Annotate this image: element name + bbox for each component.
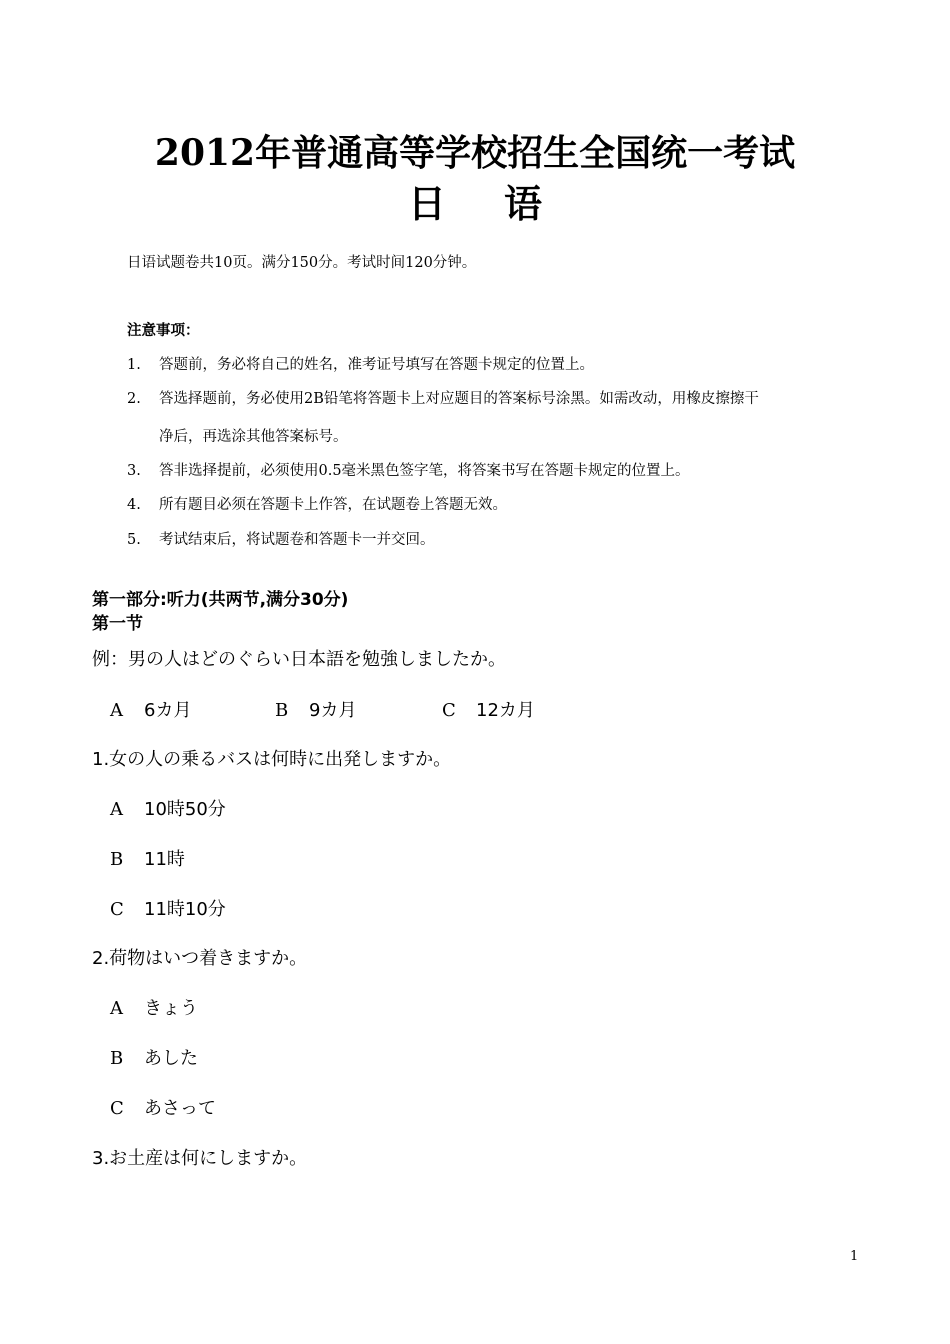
notice-item (127, 354, 594, 376)
answer-option (110, 847, 185, 873)
part-heading: 第一部分:听力(共两节,满分30分) (92, 590, 349, 610)
answer-option (442, 698, 535, 724)
answer-option (110, 897, 226, 923)
answer-option (110, 797, 226, 823)
notice-item-text: 答题前，务必将自己的姓名，准考证号填写在答题卡规定的位置上。 (159, 357, 594, 373)
page-number: 1 (850, 1249, 859, 1264)
option-letter: B (275, 700, 289, 721)
notice-item (127, 460, 690, 482)
option-letter: C (442, 700, 456, 721)
option-text: あした (144, 1048, 198, 1069)
option-text: きょう (144, 998, 198, 1019)
notice-item (127, 388, 759, 410)
document-title: 2012年普通高等学校招生全国统一考试 (154, 132, 796, 174)
notice-item (127, 529, 435, 551)
answer-option (110, 1096, 216, 1122)
option-letter: B (110, 1048, 124, 1069)
option-text: 6カ月 (144, 700, 192, 721)
notice-heading: 注意事项： (127, 322, 200, 339)
notice-item-text: 考试结束后，将试题卷和答题卡一并交回。 (159, 532, 435, 548)
option-text: 12カ月 (476, 700, 535, 721)
notice-item-number: 1. (127, 357, 141, 373)
option-letter: C (110, 1098, 124, 1119)
notice-item-continuation: 净后，再选涂其他答案标号。 (159, 429, 348, 445)
question: 1.女の人の乗るバスは何時に出発しますか。 (92, 749, 452, 770)
option-letter: C (110, 899, 124, 920)
answer-option (110, 996, 198, 1022)
option-letter: A (110, 799, 123, 820)
example-question: 例：男の人はどのぐらい日本語を勉強しましたか。 (92, 649, 506, 670)
option-text: あさって (144, 1098, 216, 1119)
answer-option (110, 1046, 198, 1072)
option-text: 9カ月 (309, 700, 357, 721)
option-letter: A (110, 998, 123, 1019)
question: 2.荷物はいつ着きますか。 (92, 948, 308, 969)
subject-title: 日语 (407, 181, 600, 226)
notice-item-number: 5. (127, 532, 141, 548)
question: 3.お土産は何にしますか。 (92, 1148, 308, 1169)
notice-item-text: 答非选择提前，必须使用0.5毫米黑色签字笔，将答案书写在答题卡规定的位置上。 (159, 463, 690, 479)
notice-item (127, 494, 507, 516)
option-text: 10時50分 (144, 799, 226, 820)
notice-item-text: 所有题目必须在答题卡上作答，在试题卷上答题无效。 (159, 497, 507, 513)
option-text: 11時 (144, 849, 185, 870)
answer-option (275, 698, 356, 724)
notice-item-number: 3. (127, 463, 141, 479)
option-letter: B (110, 849, 124, 870)
answer-option (110, 698, 191, 724)
notice-item-number: 4. (127, 497, 141, 513)
exam-info: 日语试题卷共10页。满分150分。考试时间120分钟。 (127, 255, 477, 271)
option-text: 11時10分 (144, 899, 226, 920)
section-heading: 第一节 (92, 614, 143, 634)
notice-item-text: 答选择题前，务必使用2B铅笔将答题卡上对应题目的答案标号涂黑。如需改动，用橡皮擦擦干 (159, 391, 759, 407)
option-letter: A (110, 700, 123, 721)
notice-item-number: 2. (127, 391, 141, 407)
